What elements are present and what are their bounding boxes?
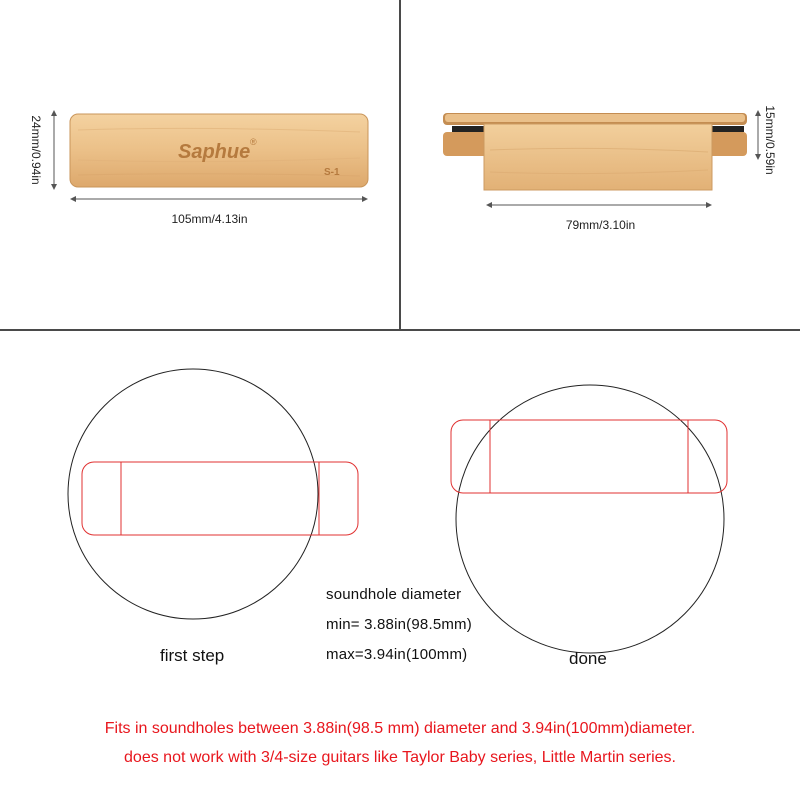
soundhole-circle-first-step (68, 369, 318, 619)
fit-note-line-2: does not work with 3/4-size guitars like Taylor Baby series, Little Martin series. (124, 749, 676, 766)
front-height-label: 24mm/0.94in (29, 115, 43, 185)
spec-title: soundhole diameter (326, 586, 462, 603)
spec-min: min= 3.88in(98.5mm) (326, 616, 472, 633)
model-mark: S-1 (324, 167, 340, 178)
fit-note-line-1: Fits in soundholes between 3.88in(98.5 mm) diameter and 3.94in(100mm)diameter. (104, 720, 696, 737)
front-view-panel (0, 0, 399, 329)
side-width-label: 79mm/3.10in (565, 218, 636, 232)
registered-mark: ® (250, 137, 257, 147)
spec-max: max=3.94in(100mm) (326, 646, 468, 663)
front-width-label: 105mm/4.13in (171, 212, 248, 226)
felt-slot-left (452, 126, 486, 132)
soundhole-circle-done (456, 385, 724, 653)
brand-logo: Saphue (178, 141, 251, 163)
felt-slot-right (710, 126, 744, 132)
side-main-block (484, 124, 712, 190)
pickup-outline-done (451, 420, 727, 493)
caption-first-step: first step (160, 646, 225, 665)
side-view-panel (401, 0, 800, 329)
caption-done: done (569, 649, 607, 668)
side-height-label: 15mm/0.59in (763, 105, 777, 175)
